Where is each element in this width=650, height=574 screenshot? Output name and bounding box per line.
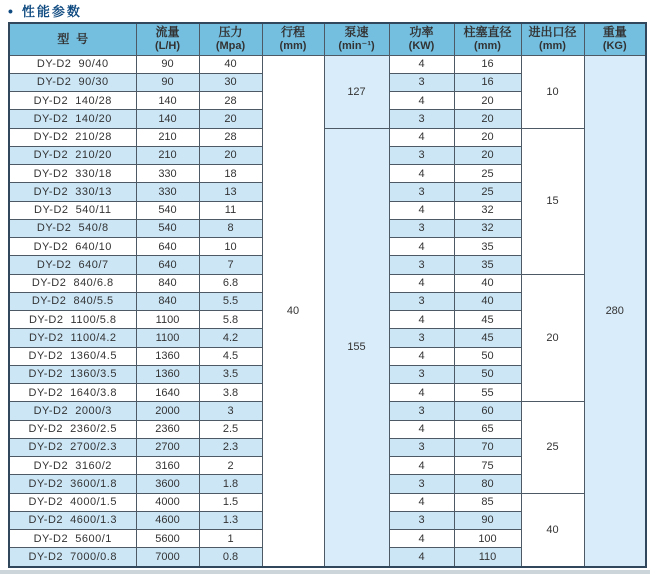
cell-plunger-dia: 20: [454, 92, 521, 110]
page-title-text: 性能参数: [21, 4, 82, 19]
cell-flow: 90: [136, 55, 199, 73]
cell-model: DY-D2 2000/3: [9, 402, 136, 420]
cell-plunger-dia: 20: [454, 146, 521, 164]
cell-model: DY-D2 640/7: [9, 256, 136, 274]
cell-flow: 90: [136, 73, 199, 91]
cell-plunger-dia: 50: [454, 365, 521, 383]
cell-pressure: 3.8: [199, 384, 262, 402]
cell-plunger-dia: 45: [454, 311, 521, 329]
cell-weight-merged: 280: [584, 55, 646, 567]
table-row: [9, 128, 646, 146]
cell-plunger-dia: 40: [454, 274, 521, 292]
cell-model: DY-D2 3600/1.8: [9, 475, 136, 493]
cell-model: DY-D2 3160/2: [9, 457, 136, 475]
cell-plunger-dia: 25: [454, 183, 521, 201]
bullet-icon: •: [8, 2, 13, 19]
cell-pressure: 6.8: [199, 274, 262, 292]
cell-power: 3: [389, 329, 454, 347]
cell-pressure: 5.5: [199, 292, 262, 310]
cell-power: 4: [389, 274, 454, 292]
column-header-inlet_outlet: [521, 23, 584, 55]
bottom-strip: [0, 570, 650, 574]
cell-power: 4: [389, 311, 454, 329]
cell-model: DY-D2 640/10: [9, 238, 136, 256]
cell-flow: 3160: [136, 457, 199, 475]
cell-flow: 1360: [136, 347, 199, 365]
cell-model: DY-D2 540/8: [9, 219, 136, 237]
column-header-weight-unit: (KG): [602, 39, 627, 52]
cell-plunger-dia: 25: [454, 165, 521, 183]
cell-power: 3: [389, 511, 454, 529]
cell-plunger-dia: 100: [454, 530, 521, 548]
cell-flow: 640: [136, 256, 199, 274]
cell-flow: 7000: [136, 548, 199, 567]
cell-power: 4: [389, 530, 454, 548]
cell-power: 4: [389, 493, 454, 511]
cell-pressure: 1: [199, 530, 262, 548]
column-header-inlet_outlet-unit: (mm): [539, 39, 566, 52]
cell-flow: 2700: [136, 438, 199, 456]
cell-pressure: 3.5: [199, 365, 262, 383]
cell-pressure: 40: [199, 55, 262, 73]
cell-power: 3: [389, 402, 454, 420]
cell-power: 3: [389, 73, 454, 91]
cell-pressure: 7: [199, 256, 262, 274]
cell-flow: 1360: [136, 365, 199, 383]
column-header-plunger_dia-unit: (mm): [474, 39, 501, 52]
cell-power: 4: [389, 92, 454, 110]
cell-power: 3: [389, 292, 454, 310]
cell-power: 4: [389, 548, 454, 567]
cell-model: DY-D2 840/6.8: [9, 274, 136, 292]
cell-pressure: 1.8: [199, 475, 262, 493]
cell-flow: 2000: [136, 402, 199, 420]
cell-power: 3: [389, 256, 454, 274]
cell-model: DY-D2 90/30: [9, 73, 136, 91]
cell-pressure: 4.2: [199, 329, 262, 347]
cell-pressure: 11: [199, 201, 262, 219]
cell-power: 3: [389, 438, 454, 456]
cell-pressure: 5.8: [199, 311, 262, 329]
performance-parameters-table: [8, 22, 647, 568]
column-header-plunger_dia: [454, 23, 521, 55]
cell-power: 4: [389, 347, 454, 365]
cell-model: DY-D2 210/28: [9, 128, 136, 146]
cell-plunger-dia: 32: [454, 201, 521, 219]
cell-power: 4: [389, 238, 454, 256]
cell-power: 3: [389, 365, 454, 383]
column-header-flow-label: 流量: [155, 24, 180, 39]
cell-model: DY-D2 4600/1.3: [9, 511, 136, 529]
cell-pressure: 0.8: [199, 548, 262, 567]
cell-model: DY-D2 140/20: [9, 110, 136, 128]
cell-speed-merged: 127: [324, 55, 389, 128]
cell-pressure: 30: [199, 73, 262, 91]
cell-model: DY-D2 210/20: [9, 146, 136, 164]
cell-flow: 540: [136, 201, 199, 219]
cell-power: 4: [389, 55, 454, 73]
column-header-plunger_dia-label: 柱塞直径: [463, 24, 512, 39]
cell-model: DY-D2 840/5.5: [9, 292, 136, 310]
cell-power: 4: [389, 457, 454, 475]
cell-model: DY-D2 1100/4.2: [9, 329, 136, 347]
cell-plunger-dia: 20: [454, 110, 521, 128]
cell-flow: 840: [136, 274, 199, 292]
column-header-inlet_outlet-label: 进出口径: [528, 24, 577, 39]
table-body: [9, 55, 646, 567]
cell-power: 3: [389, 146, 454, 164]
cell-model: DY-D2 2360/2.5: [9, 420, 136, 438]
cell-model: DY-D2 2700/2.3: [9, 438, 136, 456]
column-header-pressure: [199, 23, 262, 55]
cell-model: DY-D2 7000/0.8: [9, 548, 136, 567]
cell-flow: 210: [136, 146, 199, 164]
cell-inlet_outlet-merged: 40: [521, 493, 584, 567]
column-header-stroke-label: 行程: [280, 24, 305, 39]
cell-plunger-dia: 16: [454, 55, 521, 73]
column-header-pressure-label: 压力: [218, 24, 243, 39]
cell-model: DY-D2 4000/1.5: [9, 493, 136, 511]
cell-inlet_outlet-merged: 10: [521, 55, 584, 128]
cell-plunger-dia: 60: [454, 402, 521, 420]
cell-model: DY-D2 1640/3.8: [9, 384, 136, 402]
cell-plunger-dia: 40: [454, 292, 521, 310]
cell-power: 4: [389, 128, 454, 146]
cell-pressure: 1.5: [199, 493, 262, 511]
column-header-model: [9, 23, 136, 55]
cell-plunger-dia: 35: [454, 238, 521, 256]
cell-model: DY-D2 1360/4.5: [9, 347, 136, 365]
cell-model: DY-D2 1360/3.5: [9, 365, 136, 383]
column-header-power-label: 功率: [409, 24, 434, 39]
cell-plunger-dia: 85: [454, 493, 521, 511]
cell-flow: 4600: [136, 511, 199, 529]
cell-plunger-dia: 75: [454, 457, 521, 475]
cell-flow: 840: [136, 292, 199, 310]
cell-pressure: 20: [199, 146, 262, 164]
cell-flow: 330: [136, 183, 199, 201]
cell-flow: 330: [136, 165, 199, 183]
column-header-power-unit: (KW): [408, 39, 435, 52]
cell-power: 4: [389, 384, 454, 402]
cell-flow: 2360: [136, 420, 199, 438]
column-header-power: [389, 23, 454, 55]
cell-inlet_outlet-merged: 20: [521, 274, 584, 402]
cell-power: 4: [389, 420, 454, 438]
cell-pressure: 1.3: [199, 511, 262, 529]
cell-flow: 5600: [136, 530, 199, 548]
cell-plunger-dia: 55: [454, 384, 521, 402]
cell-flow: 3600: [136, 475, 199, 493]
cell-flow: 1640: [136, 384, 199, 402]
cell-flow: 140: [136, 110, 199, 128]
cell-model: DY-D2 140/28: [9, 92, 136, 110]
column-header-flow-unit: (L/H): [154, 39, 181, 52]
column-header-speed-unit: (min⁻¹): [338, 39, 375, 52]
column-header-stroke: [262, 23, 324, 55]
cell-plunger-dia: 110: [454, 548, 521, 567]
cell-pressure: 20: [199, 110, 262, 128]
cell-power: 3: [389, 183, 454, 201]
column-header-stroke-unit: (mm): [279, 39, 307, 52]
cell-power: 3: [389, 110, 454, 128]
cell-pressure: 8: [199, 219, 262, 237]
cell-power: 3: [389, 475, 454, 493]
cell-pressure: 10: [199, 238, 262, 256]
table-header-row: [9, 23, 646, 55]
cell-flow: 540: [136, 219, 199, 237]
cell-pressure: 28: [199, 92, 262, 110]
cell-power: 4: [389, 165, 454, 183]
cell-plunger-dia: 65: [454, 420, 521, 438]
cell-plunger-dia: 45: [454, 329, 521, 347]
cell-pressure: 28: [199, 128, 262, 146]
cell-plunger-dia: 50: [454, 347, 521, 365]
cell-plunger-dia: 32: [454, 219, 521, 237]
cell-plunger-dia: 20: [454, 128, 521, 146]
cell-power: 3: [389, 219, 454, 237]
cell-model: DY-D2 330/13: [9, 183, 136, 201]
table-row: [9, 55, 646, 73]
cell-plunger-dia: 35: [454, 256, 521, 274]
cell-flow: 4000: [136, 493, 199, 511]
cell-plunger-dia: 70: [454, 438, 521, 456]
column-header-pressure-unit: (Mpa): [215, 39, 246, 52]
cell-model: DY-D2 330/18: [9, 165, 136, 183]
page-title: [8, 1, 82, 20]
column-header-model-label: 型 号: [57, 31, 89, 46]
cell-model: DY-D2 1100/5.8: [9, 311, 136, 329]
column-header-flow: [136, 23, 199, 55]
cell-pressure: 4.5: [199, 347, 262, 365]
cell-pressure: 2.5: [199, 420, 262, 438]
cell-flow: 140: [136, 92, 199, 110]
cell-speed-merged: 155: [324, 128, 389, 567]
cell-model: DY-D2 5600/1: [9, 530, 136, 548]
column-header-weight-label: 重量: [602, 24, 627, 39]
cell-flow: 640: [136, 238, 199, 256]
cell-inlet_outlet-merged: 25: [521, 402, 584, 493]
cell-pressure: 13: [199, 183, 262, 201]
cell-model: DY-D2 540/11: [9, 201, 136, 219]
column-header-speed-label: 泵速: [344, 24, 369, 39]
cell-plunger-dia: 16: [454, 73, 521, 91]
cell-plunger-dia: 90: [454, 511, 521, 529]
cell-flow: 1100: [136, 311, 199, 329]
cell-pressure: 18: [199, 165, 262, 183]
cell-pressure: 2: [199, 457, 262, 475]
cell-power: 4: [389, 201, 454, 219]
cell-stroke-merged: 40: [262, 55, 324, 567]
cell-flow: 210: [136, 128, 199, 146]
cell-pressure: 2.3: [199, 438, 262, 456]
cell-inlet_outlet-merged: 15: [521, 128, 584, 274]
cell-pressure: 3: [199, 402, 262, 420]
column-header-weight: [584, 23, 646, 55]
cell-plunger-dia: 80: [454, 475, 521, 493]
cell-model: DY-D2 90/40: [9, 55, 136, 73]
cell-flow: 1100: [136, 329, 199, 347]
column-header-speed: [324, 23, 389, 55]
